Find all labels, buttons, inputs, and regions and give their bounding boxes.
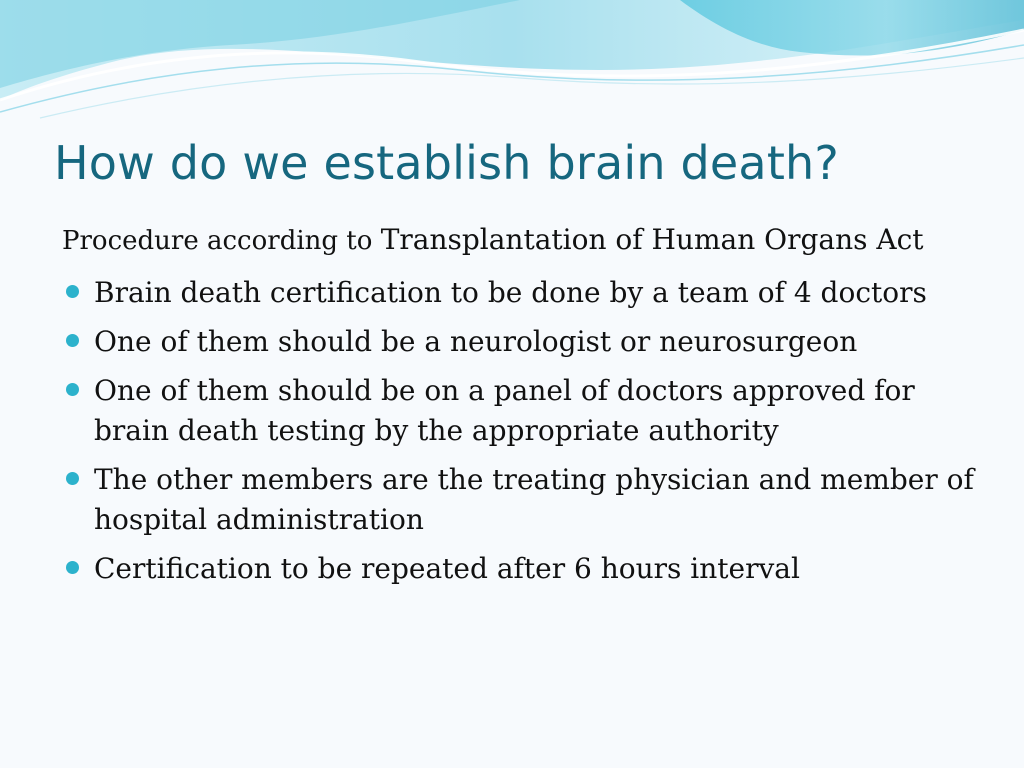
bullet-list bbox=[62, 273, 982, 589]
bullet-item bbox=[62, 371, 982, 451]
bullet-dot-icon bbox=[66, 334, 79, 347]
intro-prefix: Procedure according to bbox=[62, 226, 381, 256]
intro-act-name: Transplantation of Human Organs Act bbox=[380, 223, 924, 256]
bullet-text: The other members are the treating physician and member of hospital administration bbox=[94, 463, 974, 536]
bullet-dot-icon bbox=[66, 383, 79, 396]
bullet-text: Brain death certification to be done by a team of 4 doctors bbox=[94, 276, 927, 309]
bullet-item bbox=[62, 549, 982, 589]
bullet-dot-icon bbox=[66, 561, 79, 574]
bullet-text: Certification to be repeated after 6 hours interval bbox=[94, 552, 800, 585]
bullet-text: One of them should be a neurologist or neurosurgeon bbox=[94, 325, 858, 358]
bullet-item bbox=[62, 322, 982, 362]
bullet-dot-icon bbox=[66, 472, 79, 485]
bullet-item bbox=[62, 273, 982, 313]
slide-body bbox=[62, 220, 982, 598]
bullet-text: One of them should be on a panel of doctors approved for brain death testing by the appropriate authority bbox=[94, 374, 915, 447]
bullet-dot-icon bbox=[66, 285, 79, 298]
header-wave-decoration bbox=[0, 0, 1024, 130]
intro-paragraph bbox=[62, 220, 982, 261]
slide-title: How do we establish brain death? bbox=[54, 136, 840, 190]
bullet-item bbox=[62, 460, 982, 540]
